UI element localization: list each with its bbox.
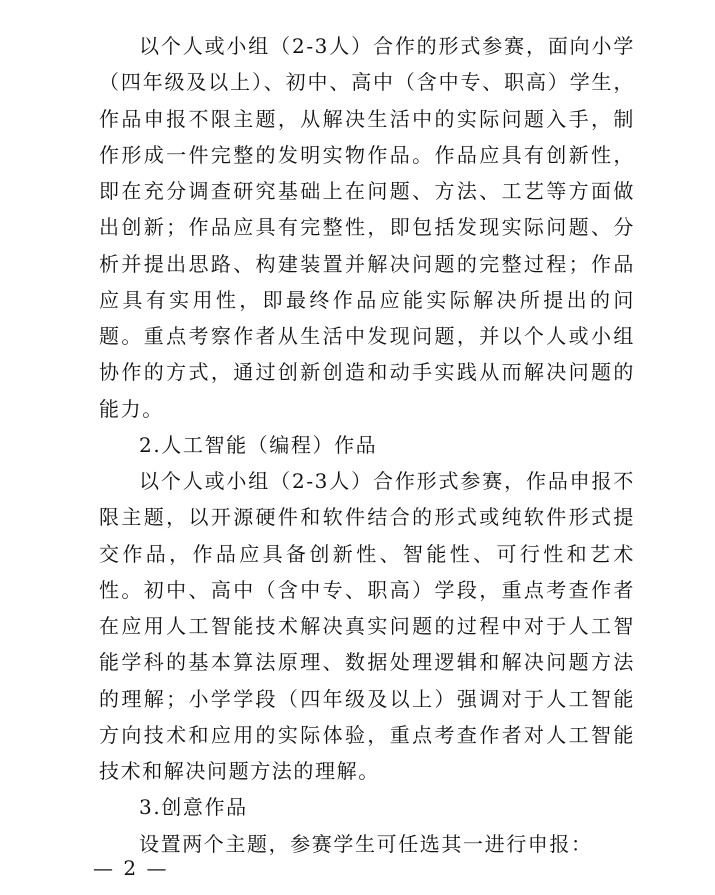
heading-creative-works: 3.创意作品	[139, 795, 248, 820]
document-body	[99, 28, 635, 862]
page-number: — 2 —	[93, 856, 169, 880]
paragraph-ai-works: 以个人或小组（2-3人）合作形式参赛，作品申报不限主题，以开源硬件和软件结合的形式或纯软件形式提交作品，作品应具备创新性、智能性、可行性和艺术性。初中、高中（含中专、职高）学段，重点考查作者在应用人工智能技术解决真实问题的过程中对于人工智能学科的基本算法原理、数据处理逻辑和解决问题方法的理解；小学学段（四年级及以上）强调对于人工智能方向技术和应用的实际体验，重点考查作者对人工智能技术和解决问题方法的理解。	[99, 469, 635, 783]
paragraph-creative-themes: 设置两个主题，参赛学生可任选其一进行申报：	[139, 831, 593, 856]
paragraph-invention-works: 以个人或小组（2-3人）合作的形式参赛，面向小学（四年级及以上）、初中、高中（含中专、职高）学生，作品申报不限主题，从解决生活中的实际问题入手，制作形成一件完整的发明实物作品。作品应具有创新性，即在充分调查研究基础上在问题、方法、工艺等方面做出创新；作品应具有完整性，即包括发现实际问题、分析并提出思路、构建装置并解决问题的完整过程；作品应具有实用性，即最终作品应能实际解决所提出的问题。重点考察作者从生活中发现问题，并以个人或小组协作的方式，通过创新创造和动手实践从而解决问题的能力。	[99, 34, 635, 421]
heading-ai-programming: 2.人工智能（编程）作品	[139, 432, 378, 457]
